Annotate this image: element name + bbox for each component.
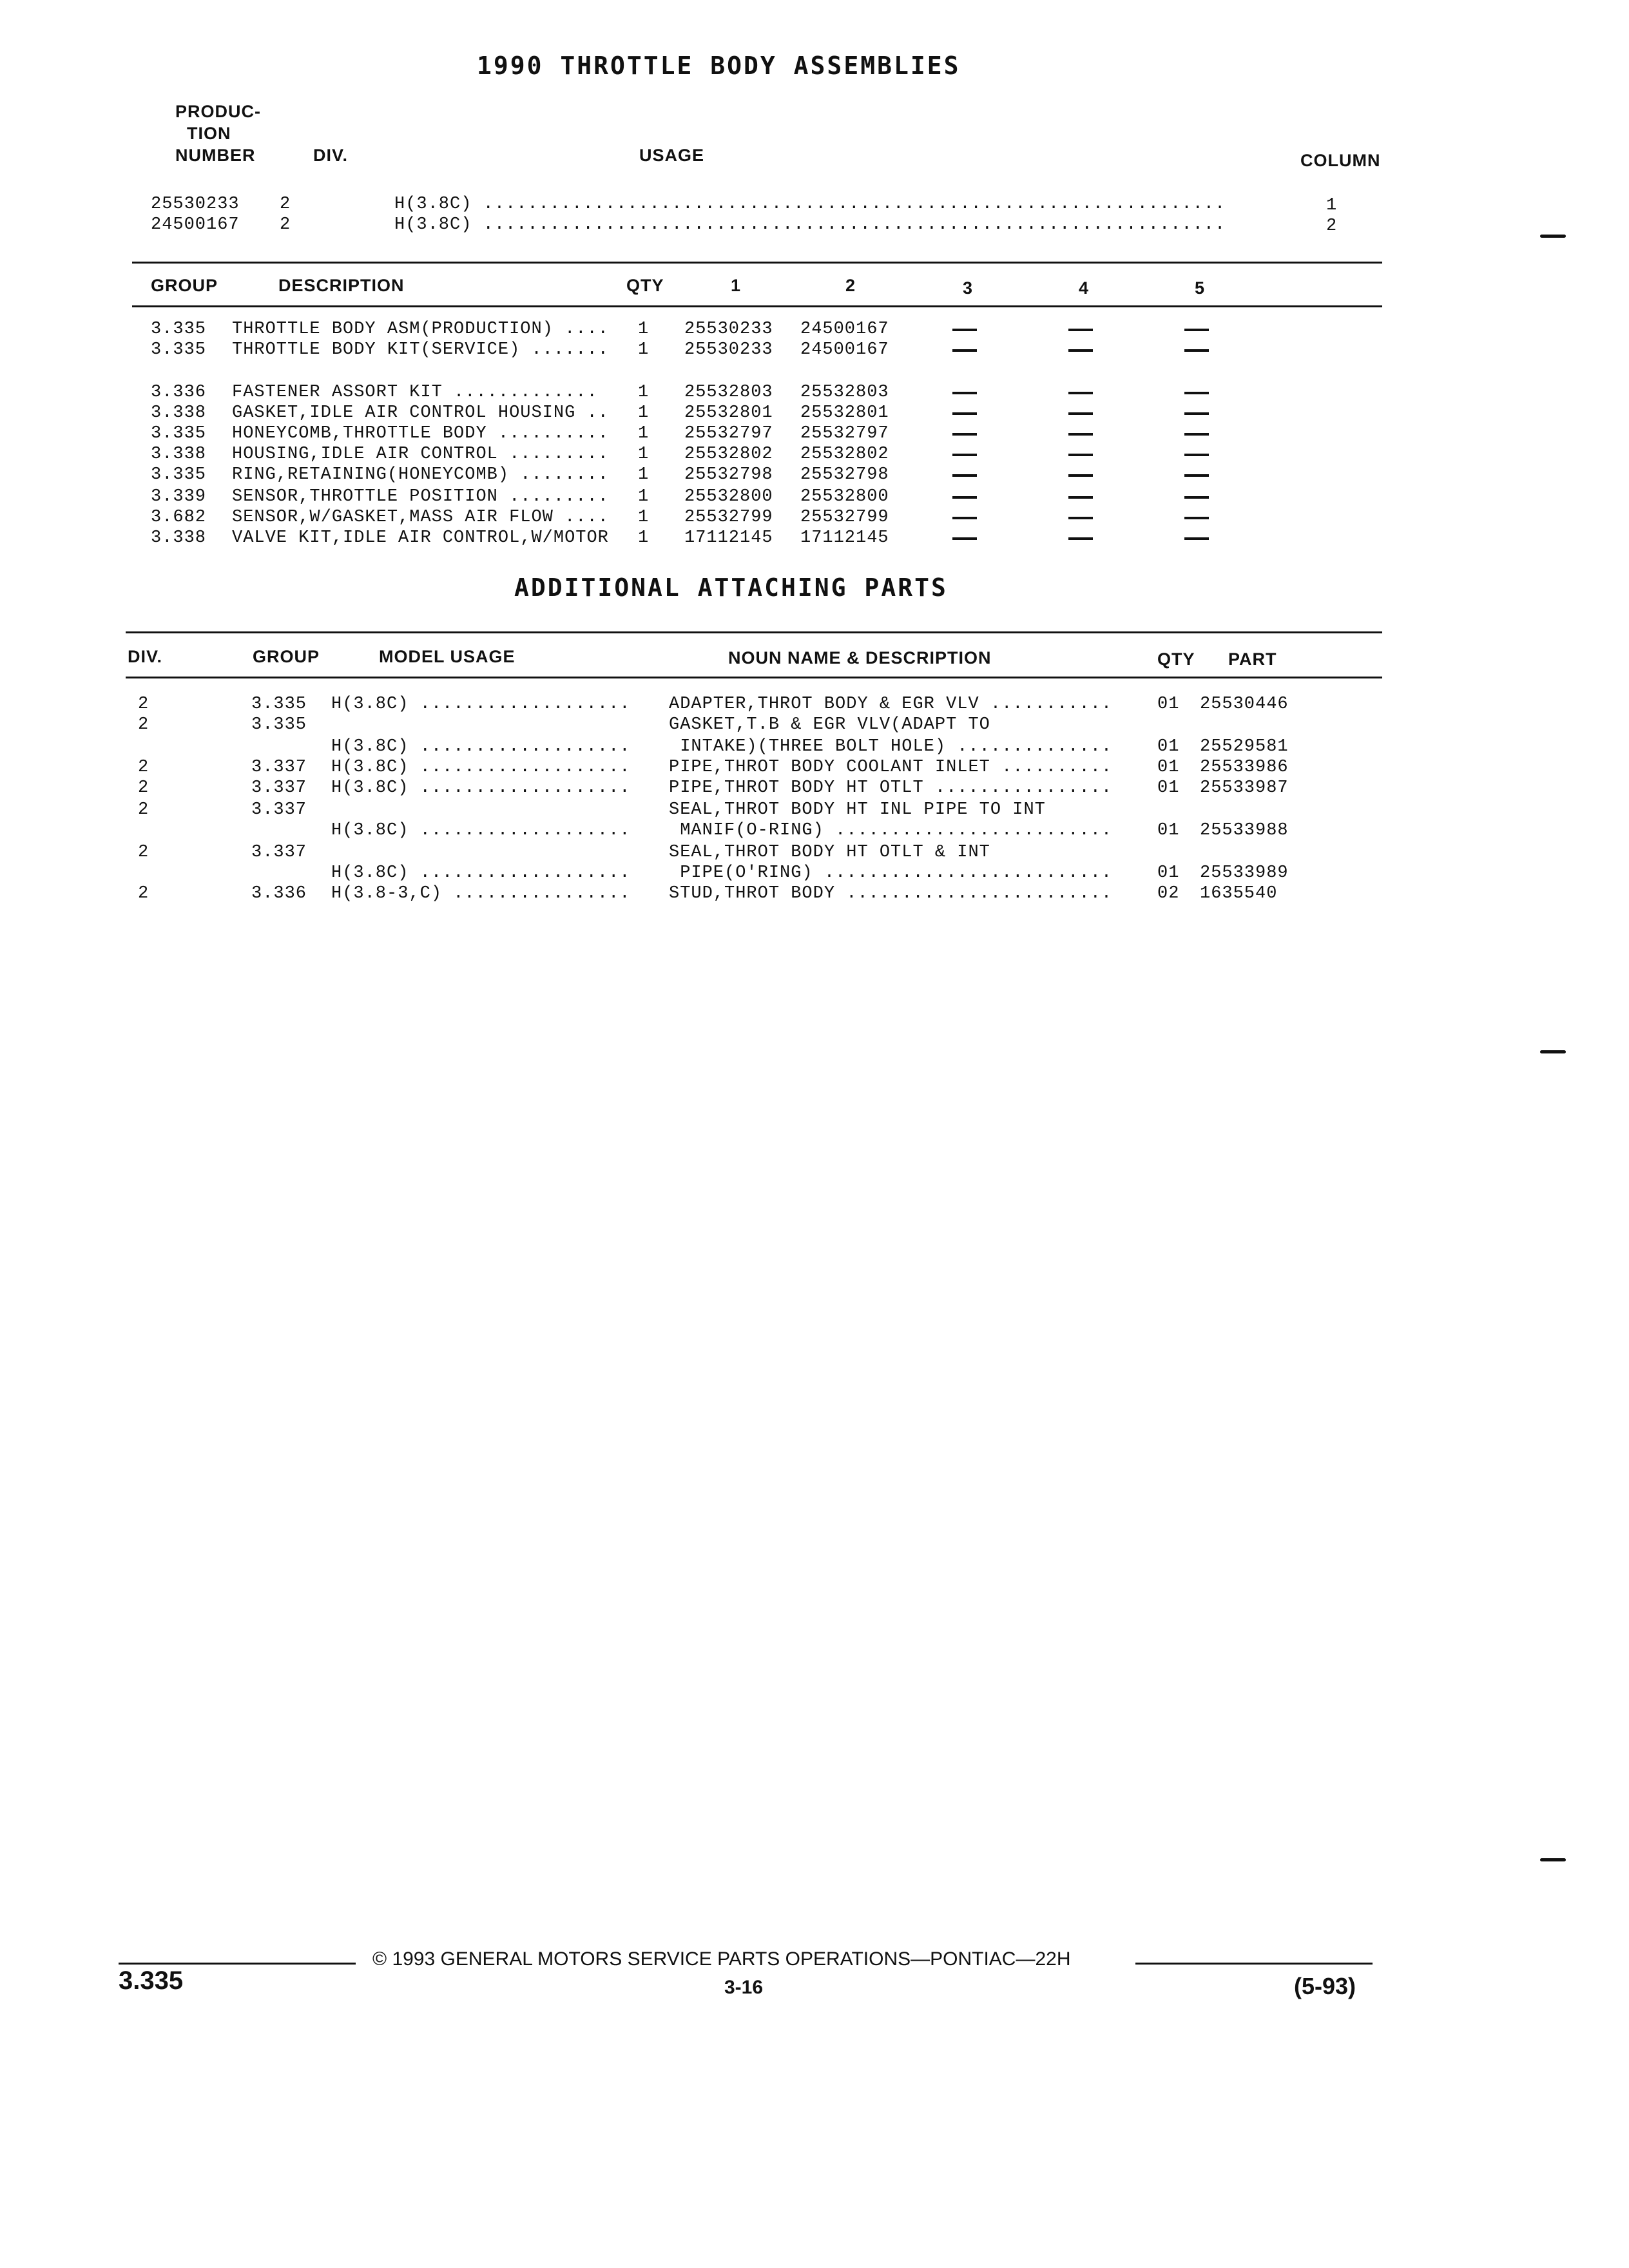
- attach-qty: 01: [1157, 863, 1180, 883]
- production-number: 24500167: [151, 215, 240, 235]
- attach-group: 3.337: [251, 843, 307, 862]
- group-header: GROUP: [151, 276, 218, 295]
- row-column-4-dash: [1068, 412, 1093, 415]
- attach-qty: 01: [1157, 821, 1180, 840]
- attach-qty: 01: [1157, 778, 1180, 798]
- row-group: 3.335: [151, 320, 207, 339]
- row-description: HONEYCOMB,THROTTLE BODY ..........: [232, 424, 609, 443]
- attach-part: 25529581: [1200, 737, 1289, 756]
- row-column-4-dash: [1068, 329, 1093, 331]
- row-qty: 1: [638, 383, 650, 402]
- attach-qty-header: QTY: [1157, 649, 1195, 669]
- production-number-header-line3: NUMBER: [175, 146, 256, 165]
- divider-top-attach-table: [126, 631, 1382, 633]
- attach-noun: PIPE,THROT BODY COOLANT INLET ..........: [669, 758, 1113, 777]
- row-column-1: 17112145: [684, 528, 773, 548]
- row-column-2: 25532801: [800, 403, 889, 423]
- row-qty: 1: [638, 528, 650, 548]
- row-column-4-dash: [1068, 537, 1093, 540]
- row-group: 3.338: [151, 528, 207, 548]
- attach-qty: 01: [1157, 758, 1180, 777]
- attach-div: 2: [138, 843, 149, 862]
- description-header: DESCRIPTION: [278, 276, 405, 295]
- row-column-2: 25532799: [800, 508, 889, 527]
- attach-div: 2: [138, 800, 149, 820]
- attach-div: 2: [138, 778, 149, 798]
- row-column-3-dash: [952, 496, 977, 499]
- row-column-5-dash: [1184, 329, 1209, 331]
- row-column-4-dash: [1068, 392, 1093, 394]
- attach-noun: GASKET,T.B & EGR VLV(ADAPT TO: [669, 715, 990, 735]
- attach-div: 2: [138, 695, 149, 714]
- attach-part-header: PART: [1228, 649, 1277, 669]
- row-column-3-dash: [952, 329, 977, 331]
- divider-under-attach-header: [126, 677, 1382, 678]
- attach-div: 2: [138, 715, 149, 735]
- attach-model-usage: H(3.8C) ...................: [331, 778, 631, 798]
- row-description: THROTTLE BODY KIT(SERVICE) .......: [232, 340, 609, 360]
- attach-noun: SEAL,THROT BODY HT OTLT & INT: [669, 843, 990, 862]
- row-column-5-dash: [1184, 474, 1209, 477]
- row-column-4-dash: [1068, 349, 1093, 352]
- row-column-4-dash: [1068, 433, 1093, 436]
- row-description: VALVE KIT,IDLE AIR CONTROL,W/MOTOR: [232, 528, 609, 548]
- row-group: 3.336: [151, 383, 207, 402]
- attach-part: 25533987: [1200, 778, 1289, 798]
- row-column-1: 25530233: [684, 340, 773, 360]
- production-div: 2: [280, 195, 291, 214]
- row-qty: 1: [638, 340, 650, 360]
- row-column-3-dash: [952, 349, 977, 352]
- row-column-5-dash: [1184, 392, 1209, 394]
- row-column-2: 25532798: [800, 465, 889, 485]
- attach-noun: ADAPTER,THROT BODY & EGR VLV ...........: [669, 695, 1113, 714]
- column-2-header: 2: [845, 276, 856, 295]
- row-column-2: 25532800: [800, 487, 889, 506]
- row-column-2: 17112145: [800, 528, 889, 548]
- row-column-1: 25532798: [684, 465, 773, 485]
- row-group: 3.338: [151, 445, 207, 464]
- row-column-5-dash: [1184, 349, 1209, 352]
- footer-page-number: 3-16: [724, 1977, 764, 1998]
- row-column-2: 25532797: [800, 424, 889, 443]
- attach-div-header: DIV.: [128, 647, 163, 666]
- row-column-3-dash: [952, 517, 977, 519]
- attach-div: 2: [138, 758, 149, 777]
- production-number: 25530233: [151, 195, 240, 214]
- row-column-1: 25532797: [684, 424, 773, 443]
- attach-group: 3.337: [251, 800, 307, 820]
- binding-mark: [1540, 1858, 1566, 1861]
- attach-noun: STUD,THROT BODY ........................: [669, 884, 1113, 903]
- row-description: FASTENER ASSORT KIT .............: [232, 383, 598, 402]
- production-usage-header: USAGE: [639, 146, 705, 165]
- attach-model-usage: H(3.8-3,C) ................: [331, 884, 631, 903]
- production-number-header-line2: TION: [187, 124, 231, 143]
- row-column-5-dash: [1184, 496, 1209, 499]
- attach-part: 25533988: [1200, 821, 1289, 840]
- footer-date: (5-93): [1294, 1973, 1356, 1999]
- divider-under-group-header: [132, 305, 1382, 307]
- row-column-2: 25532802: [800, 445, 889, 464]
- row-qty: 1: [638, 403, 650, 423]
- attach-group: 3.337: [251, 778, 307, 798]
- row-column-3-dash: [952, 454, 977, 456]
- row-description: RING,RETAINING(HONEYCOMB) ........: [232, 465, 609, 485]
- footer-rule-right: [1135, 1963, 1373, 1965]
- additional-parts-title: ADDITIONAL ATTACHING PARTS: [514, 573, 948, 602]
- row-description: SENSOR,W/GASKET,MASS AIR FLOW ....: [232, 508, 609, 527]
- binding-mark: [1540, 1050, 1566, 1053]
- row-column-3-dash: [952, 412, 977, 415]
- production-column: 2: [1326, 216, 1338, 236]
- row-column-1: 25532801: [684, 403, 773, 423]
- row-column-1: 25532799: [684, 508, 773, 527]
- row-group: 3.335: [151, 465, 207, 485]
- attach-noun: INTAKE)(THREE BOLT HOLE) ..............: [669, 737, 1113, 756]
- footer-rule-left: [119, 1963, 356, 1965]
- production-column-header: COLUMN: [1300, 151, 1381, 170]
- row-qty: 1: [638, 320, 650, 339]
- row-column-2: 25532803: [800, 383, 889, 402]
- attach-model-usage: H(3.8C) ...................: [331, 695, 631, 714]
- row-qty: 1: [638, 445, 650, 464]
- attach-model-usage: H(3.8C) ...................: [331, 863, 631, 883]
- attach-qty: 01: [1157, 737, 1180, 756]
- binding-mark: [1540, 235, 1566, 238]
- attach-part: 25533986: [1200, 758, 1289, 777]
- attach-part: 1635540: [1200, 884, 1278, 903]
- production-div: 2: [280, 215, 291, 235]
- attach-noun: PIPE,THROT BODY HT OTLT ................: [669, 778, 1113, 798]
- row-column-2: 24500167: [800, 340, 889, 360]
- row-group: 3.338: [151, 403, 207, 423]
- attach-model-usage: H(3.8C) ...................: [331, 758, 631, 777]
- production-column: 1: [1326, 196, 1338, 215]
- attach-noun-header: NOUN NAME & DESCRIPTION: [728, 648, 992, 668]
- row-group: 3.339: [151, 487, 207, 506]
- column-4-header: 4: [1079, 278, 1090, 298]
- row-column-4-dash: [1068, 474, 1093, 477]
- attach-group: 3.336: [251, 884, 307, 903]
- qty-header: QTY: [626, 276, 664, 295]
- footer-section-number: 3.335: [119, 1966, 184, 1995]
- row-column-3-dash: [952, 474, 977, 477]
- row-column-5-dash: [1184, 433, 1209, 436]
- row-column-3-dash: [952, 433, 977, 436]
- row-group: 3.682: [151, 508, 207, 527]
- row-qty: 1: [638, 424, 650, 443]
- attach-qty: 02: [1157, 884, 1180, 903]
- production-number-header-line1: PRODUC-: [175, 102, 261, 121]
- row-column-1: 25530233: [684, 320, 773, 339]
- row-column-4-dash: [1068, 496, 1093, 499]
- row-column-5-dash: [1184, 517, 1209, 519]
- row-qty: 1: [638, 487, 650, 506]
- row-qty: 1: [638, 465, 650, 485]
- row-column-1: 25532802: [684, 445, 773, 464]
- attach-div: 2: [138, 884, 149, 903]
- row-column-3-dash: [952, 392, 977, 394]
- row-group: 3.335: [151, 424, 207, 443]
- row-column-5-dash: [1184, 412, 1209, 415]
- attach-group: 3.335: [251, 695, 307, 714]
- attach-group-header: GROUP: [253, 647, 320, 666]
- row-description: GASKET,IDLE AIR CONTROL HOUSING ..: [232, 403, 609, 423]
- attach-part: 25530446: [1200, 695, 1289, 714]
- attach-part: 25533989: [1200, 863, 1289, 883]
- column-1-header: 1: [731, 276, 742, 295]
- row-column-4-dash: [1068, 454, 1093, 456]
- attach-model-usage-header: MODEL USAGE: [379, 647, 516, 666]
- row-column-5-dash: [1184, 537, 1209, 540]
- attach-noun: PIPE(O'RING) ..........................: [669, 863, 1113, 883]
- production-usage: H(3.8C) ...................................................................: [394, 195, 1226, 214]
- row-description: THROTTLE BODY ASM(PRODUCTION) ....: [232, 320, 609, 339]
- attach-group: 3.337: [251, 758, 307, 777]
- row-column-1: 25532800: [684, 487, 773, 506]
- footer-copyright: © 1993 GENERAL MOTORS SERVICE PARTS OPERATIONS—PONTIAC—22H: [372, 1948, 1071, 1970]
- row-column-3-dash: [952, 537, 977, 540]
- divider-top-group-table: [132, 262, 1382, 264]
- production-div-header: DIV.: [313, 146, 349, 165]
- attach-noun: MANIF(O-RING) .........................: [669, 821, 1113, 840]
- row-column-5-dash: [1184, 454, 1209, 456]
- attach-noun: SEAL,THROT BODY HT INL PIPE TO INT: [669, 800, 1046, 820]
- column-3-header: 3: [963, 278, 974, 298]
- attach-qty: 01: [1157, 695, 1180, 714]
- attach-model-usage: H(3.8C) ...................: [331, 821, 631, 840]
- row-column-4-dash: [1068, 517, 1093, 519]
- attach-model-usage: H(3.8C) ...................: [331, 737, 631, 756]
- row-qty: 1: [638, 508, 650, 527]
- column-5-header: 5: [1195, 278, 1206, 298]
- row-description: SENSOR,THROTTLE POSITION .........: [232, 487, 609, 506]
- row-column-2: 24500167: [800, 320, 889, 339]
- row-group: 3.335: [151, 340, 207, 360]
- page-title: 1990 THROTTLE BODY ASSEMBLIES: [477, 52, 961, 80]
- production-usage: H(3.8C) ...................................................................: [394, 215, 1226, 235]
- row-description: HOUSING,IDLE AIR CONTROL .........: [232, 445, 609, 464]
- attach-group: 3.335: [251, 715, 307, 735]
- row-column-1: 25532803: [684, 383, 773, 402]
